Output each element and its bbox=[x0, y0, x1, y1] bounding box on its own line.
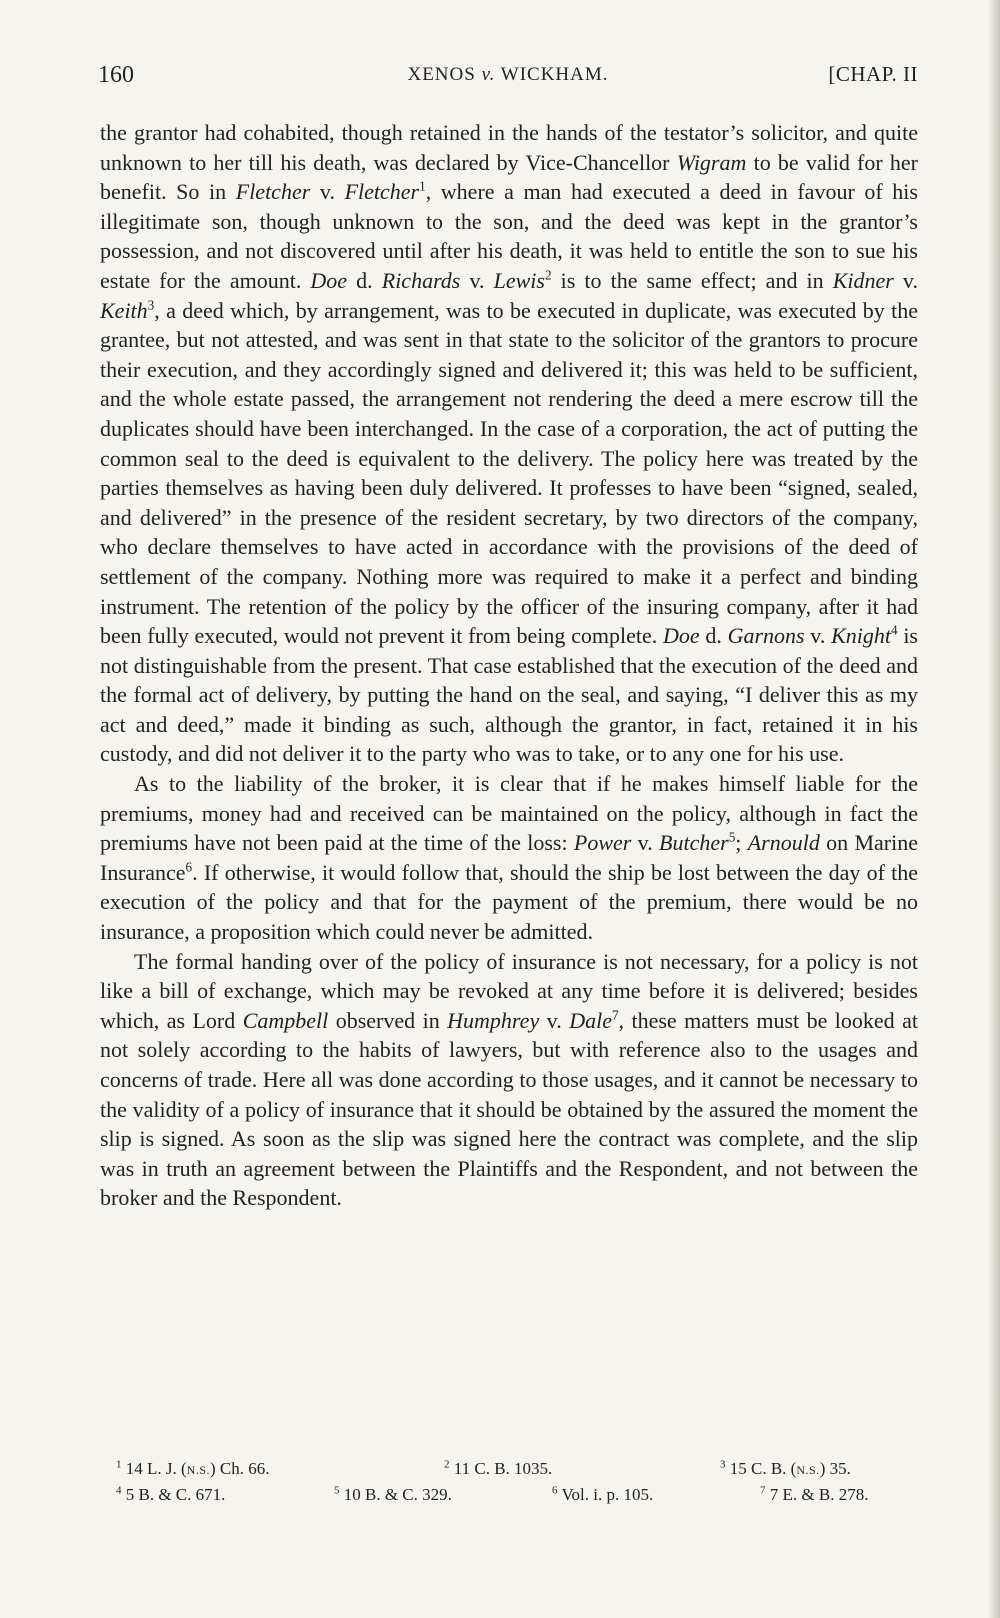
footnote-row bbox=[116, 1456, 916, 1482]
footnote-number: 3 bbox=[720, 1458, 726, 1471]
text-run: observed in bbox=[328, 1007, 448, 1033]
paragraph bbox=[100, 769, 918, 947]
footnote-ref: 7 bbox=[611, 1007, 619, 1023]
footnote bbox=[760, 1482, 868, 1508]
footnote-ref: 4 bbox=[891, 622, 898, 638]
footnote bbox=[444, 1456, 552, 1482]
text-run: As to the liability of the broker, it is clear that if he makes himself liable for the premiums, money had and received can be maintained on the policy, although in fact the premiums have not been paid at the time of the loss: bbox=[100, 771, 918, 856]
page-number: 160 bbox=[98, 62, 134, 88]
paragraph bbox=[100, 118, 918, 769]
text-run: v. bbox=[893, 267, 918, 293]
footnote-citation: 14 L. J. ( bbox=[125, 1459, 187, 1478]
footnote-citation-end: ) Ch. 66. bbox=[210, 1459, 270, 1478]
italic-text: Keith bbox=[100, 297, 148, 323]
footnote-ref: 3 bbox=[147, 297, 155, 313]
footnote-citation: 7 E. & B. 278. bbox=[769, 1485, 869, 1504]
footnote bbox=[116, 1456, 270, 1483]
italic-text: Doe bbox=[662, 623, 700, 649]
footnote-series: N.S. bbox=[796, 1463, 820, 1477]
paragraph bbox=[100, 947, 918, 1213]
footnote-citation: 15 C. B. ( bbox=[729, 1459, 797, 1478]
footnote-number: 4 bbox=[116, 1484, 122, 1497]
italic-text: Humphrey bbox=[447, 1007, 540, 1033]
footnote-number: 6 bbox=[552, 1484, 558, 1497]
footnote bbox=[552, 1482, 653, 1508]
footnote-series: N.S. bbox=[186, 1463, 211, 1477]
text-run: is not distinguishable from the present. That case established that the execution of the deed and the formal act of delivery, by putting the hand on the seal, and saying, “I deliver this as my act and deed,” made it binding as such, although the grantor, in fact, retained it in his custody, and did not deliver it to the party who was to take, or to any one for his use. bbox=[100, 623, 918, 767]
footnote-ref: 6 bbox=[185, 859, 193, 875]
italic-text: Garnons bbox=[727, 623, 805, 649]
footnote-citation-end: ) 35. bbox=[819, 1459, 851, 1478]
italic-text: Campbell bbox=[242, 1007, 329, 1033]
text-run: the grantor had cohabited, though retained in the hands of the testator’s solicitor, and quite unknown to her till his death, was declared by Vice-Chancellor bbox=[100, 120, 918, 175]
text-run: to be valid for her benefit. So in bbox=[100, 149, 918, 205]
chapter-label: [CHAP. II bbox=[828, 62, 918, 86]
text-run: , a deed which, by arrangement, was to be executed in duplicate, was executed by the grantee, but not attested, and was sent in that state to the solicitor of the grantors to procure their execution, and they accordingly signed and delivered it; this was held to be sufficient, and the whole estate passed, the arrangement not rendering the deed a mere escrow till the duplicates should have been interchanged. In the case of a corporation, the act of putting the common seal to the deed is equivalent to the delivery. The policy here was treated by the parties themselves as having been duly delivered. It professes to have been “signed, sealed, and delivered” in the presence of the resident secretary, by two directors of the company, who declare themselves to have acted in accordance with the provisions of the deed of settlement of the company. Nothing more was required to make it a perfect and binding instrument. The retention of the policy by the officer of the insuring company, after it had been fully executed, would not prevent it from being complete. bbox=[100, 297, 918, 649]
text-run: on Marine Insurance bbox=[100, 830, 918, 885]
footnote-citation: 10 B. & C. 329. bbox=[343, 1485, 452, 1504]
text-run: v. bbox=[804, 623, 832, 649]
footnote-number: 1 bbox=[116, 1458, 122, 1471]
footnote bbox=[334, 1482, 452, 1508]
text-run: v. bbox=[310, 179, 345, 205]
running-title-left: XENOS bbox=[407, 64, 482, 85]
footnote-ref: 5 bbox=[728, 829, 736, 845]
italic-text: Kidner bbox=[832, 267, 894, 293]
footnote-ref: 2 bbox=[544, 267, 552, 283]
italic-text: Arnould bbox=[747, 830, 820, 856]
footnote bbox=[720, 1456, 851, 1483]
footnote-number: 2 bbox=[444, 1458, 450, 1471]
text-run: ; bbox=[735, 830, 748, 856]
text-run: v. bbox=[631, 830, 660, 856]
running-title-v: v. bbox=[481, 64, 496, 85]
footnote-ref: 1 bbox=[419, 178, 426, 194]
running-title-right: WICKHAM. bbox=[495, 64, 609, 85]
running-title bbox=[98, 64, 918, 86]
text-run: The formal handing over of the policy of insurance is not necessary, for a policy is not like a bill of exchange, which may be revoked at any time before it is delivered; besides which, as Lord bbox=[100, 948, 918, 1033]
italic-text: Wigram bbox=[676, 149, 747, 175]
italic-text: Fletcher bbox=[235, 179, 311, 205]
italic-text: Doe bbox=[310, 267, 348, 293]
text-run: , these matters must be looked at not solely according to the habits of lawyers, but with reference also to the usages and concerns of trade. Here all was done according to those usages, and it cannot be necessary to the validity of a policy of insurance that it should be obtained by the assured the moment the slip is signed. As soon as the slip was signed here the contract was complete, and the slip was in truth an agreement between the Plaintiffs and the Respondent, and not between the broker and the Respondent. bbox=[100, 1007, 919, 1211]
footnote-number: 7 bbox=[760, 1484, 766, 1497]
italic-text: Butcher bbox=[659, 830, 729, 856]
footnotes bbox=[116, 1456, 916, 1508]
italic-text: Power bbox=[573, 830, 632, 856]
page-edge-shadow bbox=[988, 0, 1000, 1618]
body-text bbox=[100, 118, 918, 1213]
text-run: is to the same effect; and in bbox=[551, 267, 833, 293]
text-run: v. bbox=[539, 1007, 570, 1033]
footnote-citation: 11 C. B. 1035. bbox=[453, 1459, 553, 1478]
footnote-citation: 5 B. & C. 671. bbox=[125, 1485, 226, 1504]
italic-text: Richards bbox=[381, 267, 461, 293]
italic-text: Knight bbox=[831, 623, 892, 649]
text-run: d. bbox=[347, 267, 382, 293]
text-run: . If otherwise, it would follow that, should the ship be lost between the day of the execution of the policy and that for the payment of the premium, there would be no insurance, a proposition which could never be admitted. bbox=[100, 859, 918, 945]
text-run: , where a man had executed a deed in favour of his illegitimate son, though unknown to the son, and the deed was kept in the grantor’s possession, and not discovered until after his death, it was held to entitle the son to sue his estate for the amount. bbox=[100, 179, 918, 293]
text-run: v. bbox=[460, 267, 494, 293]
text-run: d. bbox=[699, 623, 728, 649]
italic-text: Fletcher bbox=[344, 179, 420, 205]
footnote-number: 5 bbox=[334, 1484, 340, 1497]
footnote-citation: Vol. i. p. 105. bbox=[561, 1485, 654, 1504]
running-head bbox=[98, 62, 918, 96]
footnote-row bbox=[116, 1482, 916, 1508]
italic-text: Lewis bbox=[493, 267, 545, 293]
italic-text: Dale bbox=[569, 1007, 612, 1033]
footnote bbox=[116, 1482, 225, 1508]
